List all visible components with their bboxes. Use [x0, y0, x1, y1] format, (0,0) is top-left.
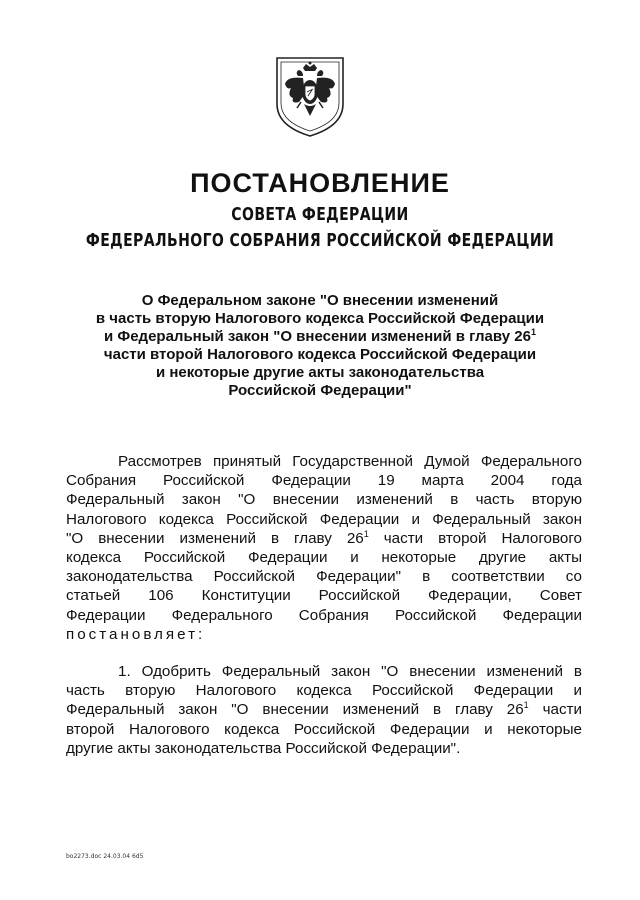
superscript: 1 [530, 327, 536, 337]
text-line: 1. Одобрить Федеральный закон "О внесении изменений в [118, 663, 582, 680]
text-line: Налогового кодекса Российской Федерации и Федеральный закон [66, 510, 582, 528]
coat-of-arms-icon [273, 54, 347, 138]
text-line: часть вторую Налогового кодекса Российской Федерации и [66, 682, 582, 700]
subject-line: и некоторые другие акты законодательства [155, 364, 485, 381]
superscript: 1 [363, 528, 369, 539]
text-line: законодательства Российской Федерации" в соответствии со [66, 568, 582, 586]
text-line: статьей 106 Конституции Российской Федерации, Совет [66, 587, 582, 605]
subject-line: О Федеральном законе "О внесении изменений [141, 292, 499, 309]
subject-line: части второй Налогового кодекса Российской Федерации [103, 346, 537, 363]
paragraph-preamble [66, 452, 582, 644]
subject-line: в часть вторую Налогового кодекса Российской Федерации [95, 310, 545, 327]
document-title: ПОСТАНОВЛЕНИЕ [190, 168, 450, 198]
text-fragment: части второй Налогового [368, 529, 582, 547]
subject-line [60, 328, 580, 346]
text-line [66, 700, 582, 719]
text-line: Федеральный закон "О внесении изменений в часть вторую [66, 491, 582, 509]
text-line: другие акты законодательства Российской Федерации". [66, 739, 461, 757]
text-line: Собрания Российской Федерации 19 марта 2004 года [66, 472, 582, 490]
text-fragment: "О внесении изменений в главу 26 [66, 529, 364, 547]
text-line-resolves: постановляет: [66, 625, 206, 643]
text-line: второй Налогового кодекса Российской Федерации и некоторые [66, 720, 582, 738]
text-fragment: Федеральный закон "О внесении изменений в главу 26 [66, 701, 524, 719]
text-line [66, 529, 582, 548]
subject-line: Российской Федерации" [228, 382, 412, 399]
text-line: Рассмотрев принятый Государственной Думой Федерального [118, 453, 582, 470]
text-line: Федерации Федерального Собрания Российской Федерации [66, 606, 582, 624]
resolution-subject [60, 292, 580, 400]
text-line: кодекса Российской Федерации и некоторые другие акты [66, 549, 582, 567]
subject-text: и Федеральный закон "О внесении изменений в главу 26 [104, 328, 531, 345]
superscript: 1 [523, 700, 529, 711]
text-fragment: части [528, 701, 582, 719]
paragraph-item-1 [66, 662, 582, 758]
document-subtitle-assembly: ФЕДЕРАЛЬНОГО СОБРАНИЯ РОССИЙСКОЙ ФЕДЕРАЦИИ [85, 230, 555, 251]
document-subtitle-council: СОВЕТА ФЕДЕРАЦИИ [231, 204, 409, 225]
file-reference: bo2273.doc 24.03.04 6d5 [66, 853, 144, 860]
